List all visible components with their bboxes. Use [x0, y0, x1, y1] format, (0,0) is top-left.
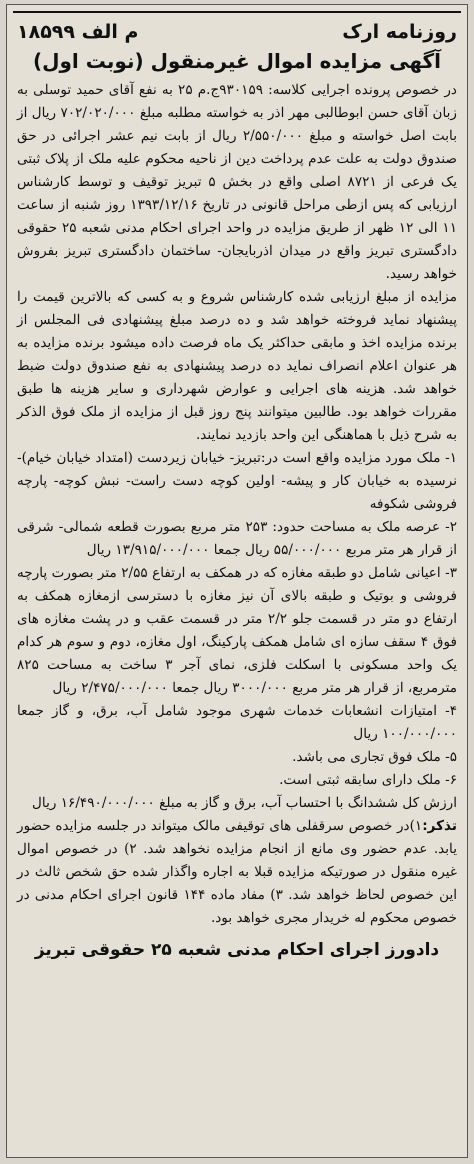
notice-body	[17, 79, 457, 930]
note-label: تذکر:	[422, 818, 457, 834]
item-utilities: ۴- امتیازات انشعابات خدمات شهری موجود شامل آب، برق، و گاز جمعا ۱۰۰/۰۰۰/۰۰۰ ریال	[17, 703, 457, 742]
terms-paragraph: مزایده از مبلغ ارزیابی شده کارشناس شروع و به کسی که بالاترین قیمت را پیشنهاد نماید فروخته خواهد شد و ده درصد مبلغ پیشنهادی فی المجلس از برنده مزایده اخذ و مابقی حداکثر یک ماه فرصت داده میشود برنده مزایده به هر عنوان اعلام انصراف نماید ده درصد پیشنهادی به نفع صندوق دولت ضبط خواهد شد. هزینه های اجرایی و عوارض شهرداری و سایر هزینه ها طبق مقررات خواهد بود. طالبین میتوانند پنج روز قبل از مزایده از ملک فوق الذکر به شرح ذیل با هماهنگی این واحد بازدید نمایند.	[17, 289, 457, 443]
notice-clipping	[6, 4, 468, 1158]
header-row	[17, 19, 457, 45]
item-building: ۳- اعیانی شامل دو طبقه مغازه که در همکف به ارتفاع ۲/۵۵ متر بصورت پارچه فروشی و بوتیک و طبقه بالای آن نیز مغازه با دسترسی ازمغازه همکف به ارتفاع دو متر در قسمت جلو ۲/۲ متر در قسمت عقب و در پشت مغازه های فوق ۴ سقف سازه ای شامل همکف پارکینگ، اول مغازه، دوم و سوم هر کدام یک واحد مسکونی با اسکلت فلزی، نمای آجر ۳ ساخت به مساحت ۸۲۵ مترمربع، از قرار هر متر مربع ۳۰۰۰/۰۰۰ ریال جمعا ۲/۴۷۵/۰۰۰/۰۰۰ ریال	[17, 565, 458, 696]
item-location: ۱- ملک مورد مزایده واقع است در:تبریز- خیابان زیردست (امتداد خیابان خیام)- نرسیده به خیابان کار و پیشه- اولین کوچه دست راست- نبش کوچه- پارچه فروشی شکوفه	[17, 450, 457, 512]
notice-title: آگهی مزایده اموال غیرمنقول (نوبت اول)	[32, 49, 442, 73]
top-rule	[13, 11, 461, 13]
signature-line: دادورز اجرای احکام مدنی شعبه ۲۵ حقوقی تبریز	[34, 940, 440, 960]
item-land-area: ۲- عرصه ملک به مساحت حدود: ۲۵۳ متر مربع بصورت قطعه شمالی- شرقی از قرار هر متر مربع ۵۵/۰۰۰/۰۰۰ ریال جمعا ۱۳/۹۱۵/۰۰۰/۰۰۰ ریال	[17, 519, 457, 558]
newspaper-name: روزنامه ارک	[342, 21, 457, 43]
note-paragraph	[17, 815, 457, 930]
item-registered: ۶- ملک دارای سابقه ثبتی است.	[279, 772, 457, 788]
notice-code: م الف ۱۸۵۹۹	[17, 21, 139, 43]
note-text: ۱)در خصوص سرقفلی های توقیفی مالک میتواند در جلسه مزایده حضور یابد. عدم حضور وی مانع از انجام مزایده نخواهد شد. ۲) در خصوص اموال غیره منقول در صورتیکه مزایده قبلا به اجاره واگذار شده حق شخص ثالث در این خصوص لحاظ خواهد شد. ۳) مفاد ماده ۱۴۴ قانون اجرای احکام مدنی در خصوص محکوم له خریدار مجری خواهد بود.	[17, 818, 458, 926]
total-value: ارزش کل ششدانگ با احتساب آب، برق و گاز به مبلغ ۱۶/۴۹۰/۰۰۰/۰۰۰ ریال	[32, 795, 457, 811]
intro-paragraph: در خصوص پرونده اجرایی کلاسه: ۹۳۰۱۵۹ج.م ۲۵ به نفع آقای حمید توسلی به زبان آقای حسن ابوطالبی مهر اذر به خواسته مطلبه مبلغ ۷۰۲/۰۲۰/۰۰۰ ریال از بابت اصل خواسته و مبلغ ۲/۵۵۰/۰۰۰ ریال از بابت نیم عشر اجرائی در حق صندوق دولت به علت عدم پرداخت دین از ناحیه محکوم علیه ملک از پلاک ثبتی یک فرعی از ۸۷۲۱ اصلی واقع در بخش ۵ تبریز توقیف و توسط کارشناس ارزیابی که پس ازطی مراحل قانونی در تاریخ ۱۳۹۳/۱۲/۱۶ روز شنبه از ساعت ۱۱ الی ۱۲ ظهر از طریق مزایده در واحد اجرای احکام مدنی شعبه ۲۵ حقوقی دادگستری تبریز واقع در میدان اذربایجان- ساختمان دادگستری تبریز بفروش خواهد رسید.	[17, 82, 457, 282]
item-commercial: ۵- ملک فوق تجاری می باشد.	[292, 749, 457, 765]
